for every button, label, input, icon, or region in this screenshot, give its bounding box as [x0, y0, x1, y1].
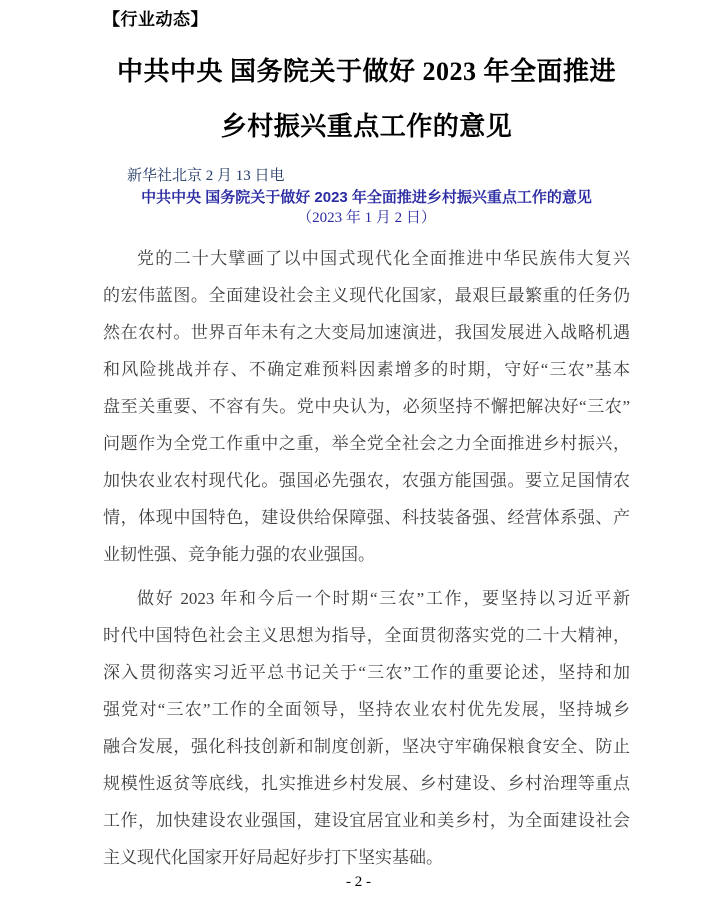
- body-line: 和风险挑战并存、不确定难预料因素增多的时期，守好“三农”基本: [103, 360, 630, 379]
- document-body: [103, 240, 630, 876]
- body-line: 情，体现中国特色，建设供给保障强、科技装备强、经营体系强、产: [103, 508, 630, 527]
- body-line: 强党对“三农”工作的全面领导，坚持农业农村优先发展，坚持城乡: [103, 700, 630, 719]
- body-line: 工作，加快建设农业强国，建设宜居宜业和美乡村，为全面建设社会: [103, 811, 630, 830]
- document-title: [103, 44, 630, 154]
- paragraph-1: [103, 240, 630, 573]
- body-line: 深入贯彻落实习近平总书记关于“三农”工作的重要论述，坚持和加: [103, 663, 630, 682]
- paragraph-2: [103, 580, 630, 876]
- body-line: 做好 2023 年和今后一个时期“三农”工作，要坚持以习近平新: [137, 589, 630, 608]
- body-line: 问题作为全党工作重中之重，举全党全社会之力全面推进乡村振兴，: [103, 434, 630, 453]
- body-line: 规模性返贫等底线，扎实推进乡村发展、乡村建设、乡村治理等重点: [103, 774, 630, 793]
- body-line: 盘至关重要、不容有失。党中央认为，必须坚持不懈把解决好“三农”: [103, 397, 630, 416]
- news-agency-byline: 新华社北京 2 月 13 日电: [127, 168, 285, 184]
- inner-document-title: 中共中央 国务院关于做好 2023 年全面推进乡村振兴重点工作的意见: [141, 189, 592, 206]
- document-date: （2023 年 1 月 2 日）: [297, 210, 436, 226]
- body-line: 的宏伟蓝图。全面建设社会主义现代化国家，最艰巨最繁重的任务仍: [103, 286, 630, 305]
- section-tag: 【行业动态】: [103, 10, 208, 29]
- body-line: 然在农村。世界百年未有之大变局加速演进，我国发展进入战略机遇: [103, 323, 630, 342]
- document-title-line-2: 乡村振兴重点工作的意见: [220, 112, 513, 141]
- page-number: - 2 -: [346, 874, 371, 890]
- body-line: 融合发展，强化科技创新和制度创新，坚决守牢确保粮食安全、防止: [103, 737, 630, 756]
- body-line: 加快农业农村现代化。强国必先强农，农强方能国强。要立足国情农: [103, 471, 630, 490]
- body-line: 主义现代化国家开好局起好步打下坚实基础。: [103, 848, 443, 867]
- body-line: 时代中国特色社会主义思想为指导，全面贯彻落实党的二十大精神，: [103, 626, 630, 645]
- body-line: 党的二十大擘画了以中国式现代化全面推进中华民族伟大复兴: [137, 249, 630, 268]
- body-line: 业韧性强、竞争能力强的农业强国。: [103, 545, 375, 564]
- document-title-line-1: 中共中央 国务院关于做好 2023 年全面推进: [116, 57, 616, 86]
